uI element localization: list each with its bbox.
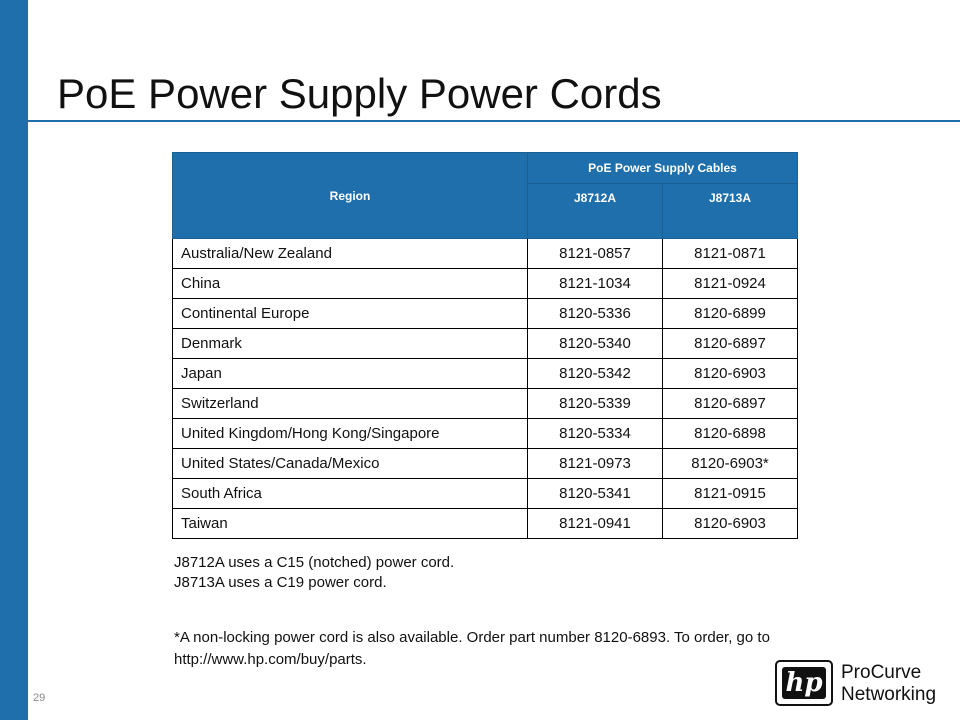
table-row — [173, 509, 798, 539]
region-cell: United Kingdom/Hong Kong/Singapore — [173, 419, 528, 449]
table-row — [173, 299, 798, 329]
cables-group-header: PoE Power Supply Cables — [528, 153, 798, 184]
j8712a-part-cell: 8120-5342 — [528, 359, 663, 389]
left-accent-bar — [0, 0, 28, 720]
title-divider — [28, 120, 960, 122]
j8713a-part-cell: 8120-6897 — [663, 329, 798, 359]
j8712a-part-cell: 8121-0941 — [528, 509, 663, 539]
region-cell: Continental Europe — [173, 299, 528, 329]
table-row — [173, 449, 798, 479]
table-row — [173, 419, 798, 449]
non-locking-cord-footnote: *A non-locking power cord is also available. Order part number 8120-6893. To order, go to http://www.hp.com/buy/parts. — [174, 629, 770, 668]
note-j8713a: J8713A uses a C19 power cord. — [174, 574, 387, 591]
j8713a-part-cell: 8120-6899 — [663, 299, 798, 329]
table-row — [173, 359, 798, 389]
region-column-header: Region — [173, 153, 528, 239]
j8712a-part-cell: 8121-1034 — [528, 269, 663, 299]
j8713a-part-cell: 8121-0871 — [663, 239, 798, 269]
page-number: 29 — [33, 692, 46, 704]
hp-procurve-logo — [775, 660, 945, 710]
cord-type-notes — [174, 553, 454, 593]
hp-logo-icon: hp — [775, 660, 833, 706]
j8712a-part-cell: 8121-0973 — [528, 449, 663, 479]
region-cell: Switzerland — [173, 389, 528, 419]
j8713a-part-cell: 8121-0924 — [663, 269, 798, 299]
region-cell: Japan — [173, 359, 528, 389]
region-cell: South Africa — [173, 479, 528, 509]
region-cell: China — [173, 269, 528, 299]
note-j8712a: J8712A uses a C15 (notched) power cord. — [174, 554, 455, 571]
table-row — [173, 269, 798, 299]
j8712a-part-cell: 8120-5334 — [528, 419, 663, 449]
power-cords-table — [172, 152, 798, 539]
j8712a-part-cell: 8120-5341 — [528, 479, 663, 509]
table-row — [173, 239, 798, 269]
j8712a-part-cell: 8120-5339 — [528, 389, 663, 419]
region-cell: Denmark — [173, 329, 528, 359]
j8712a-column-header: J8712A — [528, 184, 663, 239]
j8712a-part-cell: 8120-5336 — [528, 299, 663, 329]
j8713a-part-cell: 8120-6903 — [663, 509, 798, 539]
table-row — [173, 479, 798, 509]
j8712a-part-cell: 8121-0857 — [528, 239, 663, 269]
j8713a-part-cell: 8120-6897 — [663, 389, 798, 419]
j8713a-column-header: J8713A — [663, 184, 798, 239]
j8713a-part-cell: 8120-6903 — [663, 359, 798, 389]
brand-wordmark: ProCurve Networking — [841, 662, 937, 705]
region-cell: United States/Canada/Mexico — [173, 449, 528, 479]
j8712a-part-cell: 8120-5340 — [528, 329, 663, 359]
table-body — [173, 239, 798, 539]
table-row — [173, 329, 798, 359]
region-cell: Taiwan — [173, 509, 528, 539]
table-row — [173, 389, 798, 419]
j8713a-part-cell: 8121-0915 — [663, 479, 798, 509]
page-title: PoE Power Supply Power Cords — [57, 70, 662, 117]
j8713a-part-cell: 8120-6903* — [663, 449, 798, 479]
region-cell: Australia/New Zealand — [173, 239, 528, 269]
j8713a-part-cell: 8120-6898 — [663, 419, 798, 449]
